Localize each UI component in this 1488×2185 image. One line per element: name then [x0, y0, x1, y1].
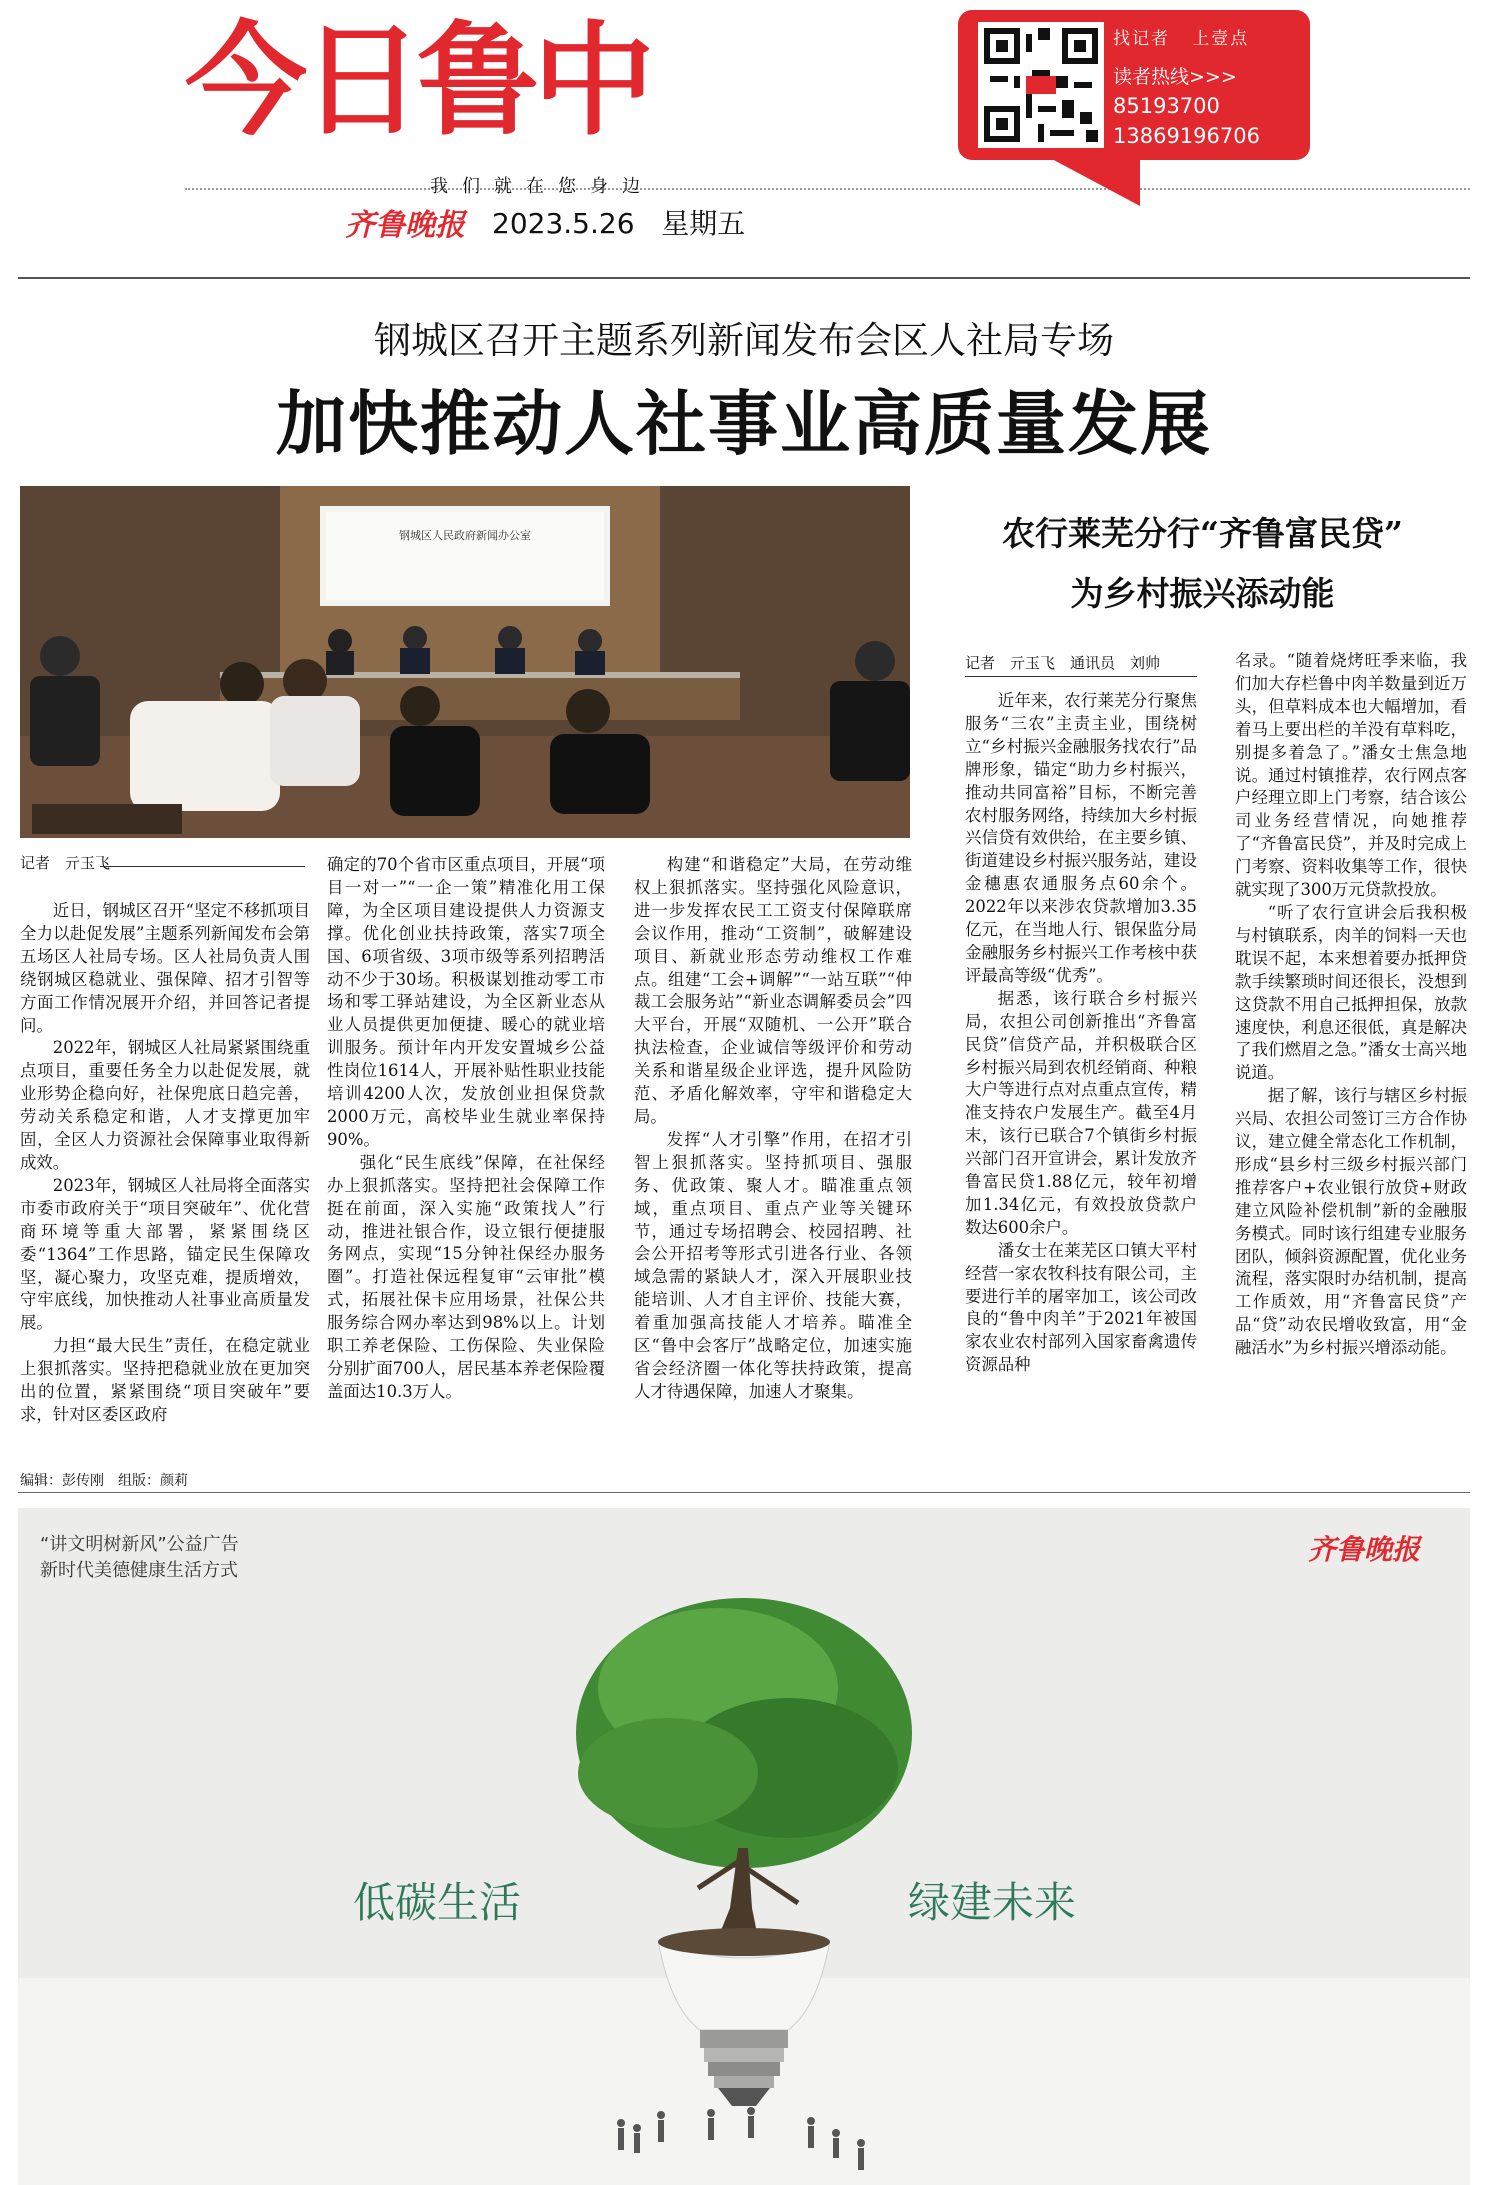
- main-column-1: [20, 900, 327, 1427]
- top-rule: [18, 277, 1470, 279]
- side-headline-line2: 为乡村振兴添动能: [1070, 574, 1335, 613]
- ad-slogan-left: 低碳生活: [353, 1878, 522, 1927]
- contact-header: [1113, 24, 1249, 49]
- main-kicker: 钢城区召开主题系列新闻发布会区人社局专场: [374, 319, 1114, 362]
- paragraph: 近日，钢城区召开“坚定不移抓项目 全力以赴促发展”主题系列新闻发布会第五场区人社局专场。区人社局负责人围绕钢城区稳就业、强保障、招才引智等方面工作情况展开介绍，并回答记者提问。: [20, 901, 327, 1035]
- issue-date-block: [492, 202, 745, 242]
- side-headline-line1: 农行莱芜分行“齐鲁富民贷”: [1002, 514, 1403, 553]
- ad-line-1: “讲文明树新风”公益广告: [40, 1534, 239, 1555]
- side-column-1: [965, 690, 1197, 1377]
- masthead-slogan: 我们就在您身边: [430, 176, 654, 197]
- paragraph: 潘女士在莱芜区口镇大平村经营一家农牧科技有限公司，主要进行羊的屠宰加工，该公司改良的“鲁中肉羊”于2021年被国家农业农村部列入国家畜禽遗传资源品种: [965, 1240, 1197, 1375]
- masthead-title: 今日鲁中: [185, 10, 649, 152]
- press-conference-photo: [20, 486, 910, 838]
- main-headline: 加快推动人社事业高质量发展: [276, 382, 1212, 465]
- paragraph: 发挥“人才引擎”作用，在招才引智上狠抓落实。坚持抓项目、强服务、优政策、聚人才。瞄准重点领域，重点项目、重点产业等关键环节，通过专场招聘会、校园招聘、社会公开招考等形式引进各行业、各领域急需的紧缺人才，深入开展职业技能培训、人才自主评价、技能大赛，着重加强高技能人才培养。瞄准全区“鲁中会客厅”战略定位，加速实施省会经济圈一体化等扶持政策，提高人才待遇保障，加速人才聚集。: [634, 1129, 912, 1401]
- hotline-phone-2[interactable]: 13869196706: [1113, 124, 1260, 148]
- photo-banner-text: 钢城区人民政府新闻办公室: [399, 529, 531, 542]
- paragraph: 据悉，该行联合乡村振兴局，农担公司创新推出“齐鲁富民贷”信贷产品，并积极联合区乡村振兴局到农机经销商、种粮大户等进行点对点重点宣传，精准支持农户发展生产。截至4月末，该行已联合7个镇街乡村振兴部门召开宣讲会，累计发放齐鲁富民贷1.88亿元，较年初增加1.34亿元，有效投放贷款户数达600余户。: [965, 988, 1197, 1237]
- issue-weekday: 星期五: [661, 207, 746, 240]
- paragraph: 力担“最大民生”责任，在稳定就业上狠抓落实。坚持把稳就业放在更加突出的位置，紧紧围绕“项目突破年”要求，针对区委区政府: [20, 1336, 310, 1424]
- byline-rule: [100, 866, 305, 867]
- ad-illustration: [18, 1508, 1470, 2185]
- side-byline-rule: [965, 676, 1197, 677]
- paragraph: “听了农行宣讲会后我积极与村镇联系，肉羊的饲料一天也耽误不起，本来想着要办抵押贷款手续繁琐时间还很长，没想到这贷款不用自己抵押担保，放款速度快，利息还很低，真是解决了我们燃眉之急。”潘女士高兴地说道。: [1235, 902, 1467, 1083]
- qr-code-icon: [978, 22, 1104, 148]
- masthead-divider: [185, 188, 1470, 190]
- find-reporter-label: 找记者: [1113, 29, 1170, 49]
- paragraph: 名录。“随着烧烤旺季来临，我们加大存栏鲁中肉羊数量到近万头，但草料成本也大幅增加，看着马上要出栏的羊没有草料吃，别提多着急了。”潘女士焦急地说。通过村镇推荐，农行网点客户经理立即上门考察，结合该公司业务经营情况，向她推荐了“齐鲁富民贷”，并及时完成上门考察、资料收集等工作，很快就实现了300万元贷款投放。: [1235, 651, 1467, 900]
- side-column-2: [1235, 650, 1467, 1360]
- main-column-3: [634, 854, 912, 1404]
- bottom-rule: [18, 1492, 1470, 1493]
- paragraph: 近年来，农行莱芜分行聚焦服务“三农”主责主业，围绕树立“乡村振兴金融服务找农行”品牌形象，锚定“助力乡村振兴，推动共同富裕”目标，不断完善农村服务网络，持续加大乡村振兴信贷有效供给，在主要乡镇、街道建设乡村振兴服务站，建设金穗惠农通服务点60余个。2022年以来涉农贷款增加3.35亿元，在当地人行、银保监分局金融服务乡村振兴工作考核中获评最高等级“优秀”。: [965, 691, 1197, 985]
- issue-date: 2023.5.26: [492, 207, 635, 240]
- paragraph: 确定的70个省市区重点项目，开展“项目一对一”“一企一策”精准化用工保障，为全区项目建设提供人力资源支撑。优化创业扶持政策，落实7项全国、6项省级、3项市级等系列招聘活动不少于30场。积极谋划推动零工市场和零工驿站建设，为全区新业态从业人员提供更加便捷、暖心的就业培训服务。预计年内开发安置城乡公益性岗位1614人，开展补贴性职业技能培训4200人次，发放创业担保贷款2000万元，高校毕业生就业率保持90%。: [327, 855, 605, 1149]
- newspaper-name: 齐鲁晚报: [345, 208, 465, 243]
- ad-line-2: 新时代美德健康生活方式: [40, 1560, 238, 1581]
- paragraph: 强化“民生底线”保障，在社保经办上狠抓落实。坚持把社会保障工作挺在前面，深入实施“政策找人”行动，推进社银合作，设立银行便捷服务网点，实现“15分钟社保经办服务圈”。打造社保远程复审“云审批”模式，拓展社保卡应用场景，社保公共服务综合网办率达到98%以上。计划职工养老保险、工伤保险、失业保险分别扩面700人，居民基本养老保险覆盖面达10.3万人。: [327, 1152, 605, 1401]
- contact-box-tail: [1050, 158, 1140, 206]
- main-column-2: [327, 854, 605, 1404]
- main-byline: 记者 亓玉飞: [20, 854, 111, 872]
- app-label: 上壹点: [1192, 29, 1250, 49]
- ad-slogan-right: 绿建未来: [908, 1878, 1077, 1927]
- public-service-ad: [18, 1508, 1470, 2185]
- hotline-label: 读者热线>>>: [1113, 66, 1237, 88]
- qr-code[interactable]: [978, 22, 1104, 148]
- hotline-phone-1[interactable]: 85193700: [1113, 94, 1220, 118]
- side-byline: 记者 亓玉飞 通讯员 刘帅: [965, 654, 1161, 672]
- ad-brand: 齐鲁晚报: [1308, 1533, 1421, 1566]
- paragraph: 2022年，钢城区人社局紧紧围绕重点项目，重要任务全力以赴促发展，就业形势企稳向好，社保兜底日趋完善，劳动关系稳定和谐，人才支撑更加牢固，全区人力资源社会保障事业取得新成效。: [20, 1038, 310, 1172]
- paragraph: 构建“和谐稳定”大局，在劳动维权上狠抓落实。坚持强化风险意识，进一步发挥农民工工资支付保障联席会议作用，推动“工资制”，破解建设项目、新就业形态劳动维权工作难点。组建“工会+调解”“一站互联”“仲裁工会服务站”“新业态调解委员会”四大平台，开展“双随机、一公开”联合执法检查，企业诚信等级评价和劳动关系和谐星级企业评选，提升风险防范、矛盾化解效率，守牢和谐稳定大局。: [634, 855, 912, 1126]
- paragraph: 2023年，钢城区人社局将全面落实市委市政府关于“项目突破年”、优化营商环境等重大部署，紧紧围绕区委“1364”工作思路，锚定民生保障攻坚，凝心聚力，攻坚克难，提质增效，守牢底线，加快推动人社事业高质量发展。: [20, 1175, 310, 1333]
- editor-credits: 编辑：彭传刚 组版：颜莉: [20, 1473, 188, 1489]
- paragraph: 据了解，该行与辖区乡村振兴局、农担公司签订三方合作协议，建立健全常态化工作机制，形成“县乡村三级乡村振兴部门推荐客户+农业银行放贷+财政建立风险补偿机制”新的金融服务模式。同时该行组建专业服务团队，倾斜资源配置，优化业务流程，落实限时办结机制，提高工作质效，用“齐鲁富民贷”产品“贷”动农民增收致富，用“金融活水”为乡村振兴增添动能。: [1235, 1086, 1467, 1358]
